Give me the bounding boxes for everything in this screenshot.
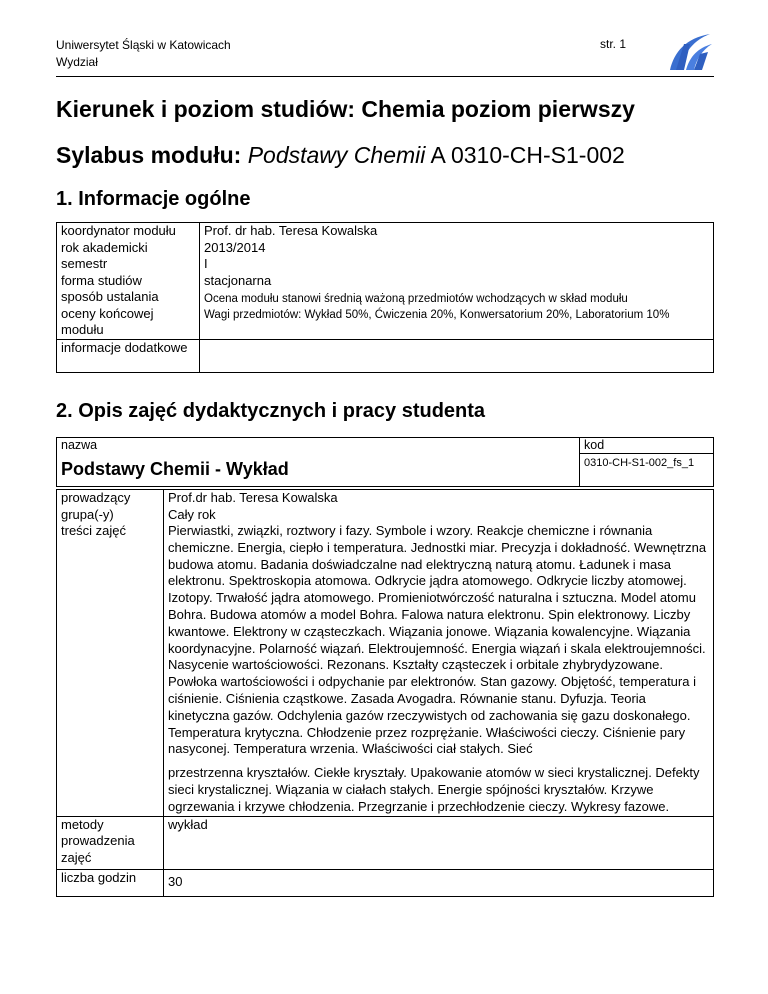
label-hours: liczba godzin xyxy=(57,869,164,896)
label-methods: metody prowadzenia zajęć xyxy=(57,816,164,869)
table-row xyxy=(57,490,714,507)
value-content xyxy=(164,523,714,816)
table-row xyxy=(57,223,714,240)
value-hours: 30 xyxy=(164,869,714,896)
table-row xyxy=(57,816,714,869)
table-row xyxy=(57,240,714,257)
table-row xyxy=(57,438,714,454)
module-name: Podstawy Chemii xyxy=(247,142,426,168)
grading-line1: Ocena modułu stanowi średnią ważoną przedmiotów wchodzących w skład modułu xyxy=(204,293,628,305)
label-group: grupa(-y) xyxy=(57,507,164,524)
table-row xyxy=(57,289,714,340)
value-academic-year: 2013/2014 xyxy=(200,240,714,257)
module-code: A 0310-CH-S1-002 xyxy=(430,142,625,168)
value-lecturer: Prof.dr hab. Teresa Kowalska xyxy=(164,490,714,507)
section1-heading: 1. Informacje ogólne xyxy=(56,188,251,210)
value-semester: I xyxy=(200,256,714,273)
label-semester: semestr xyxy=(57,256,200,273)
table-row xyxy=(57,507,714,524)
kod-label: kod xyxy=(580,438,714,454)
syllabus-label: Sylabus modułu: xyxy=(56,142,242,168)
label-study-form: forma studiów xyxy=(57,273,200,290)
label-grading: sposób ustalania oceny końcowej modułu xyxy=(57,289,200,340)
label-academic-year: rok akademicki xyxy=(57,240,200,257)
label-additional-info: informacje dodatkowe xyxy=(57,340,200,373)
value-additional-info xyxy=(200,340,714,373)
label-lecturer: prowadzący xyxy=(57,490,164,507)
page-title: Kierunek i poziom studiów: Chemia poziom pierwszy xyxy=(56,96,635,122)
value-group: Cały rok xyxy=(164,507,714,524)
label-coordinator: koordynator modułu xyxy=(57,223,200,240)
page-number: str. 1 xyxy=(600,37,627,51)
university-logo-icon xyxy=(664,30,716,76)
course-details-table xyxy=(56,489,714,897)
course-header-table xyxy=(56,437,714,487)
value-coordinator: Prof. dr hab. Teresa Kowalska xyxy=(200,223,714,240)
value-grading xyxy=(200,289,714,340)
header-left xyxy=(56,37,231,71)
table-row xyxy=(57,869,714,896)
table-row xyxy=(57,273,714,290)
course-name: Podstawy Chemii - Wykład xyxy=(57,454,580,487)
nazwa-label: nazwa xyxy=(57,438,580,454)
general-info-table xyxy=(56,222,714,373)
course-code: 0310-CH-S1-002_fs_1 xyxy=(580,454,714,487)
grading-line2: Wagi przedmiotów: Wykład 50%, Ćwiczenia 20%, Konwersatorium 20%, Laboratorium 10% xyxy=(204,309,670,321)
university-name: Uniwersytet Śląski w Katowicach xyxy=(56,38,231,52)
label-content: treści zajęć xyxy=(57,523,164,816)
table-row xyxy=(57,256,714,273)
table-row xyxy=(57,340,714,373)
header-rule xyxy=(56,76,714,77)
syllabus-title xyxy=(56,142,625,169)
content-text-part2: przestrzenna kryształów. Ciekłe kryształy. Upakowanie atomów w sieci krystalicznej. Defekty sieci krystalicznej. Wiązania w ciałach stałych. Energie spójności kryształów. Krzywe ogrzewania i krzywe chłodzenia. Przegrzanie i przechłodzenie cieczy. Wykresy fazowe. xyxy=(168,765,700,814)
faculty-name: Wydział xyxy=(56,55,98,69)
value-study-form: stacjonarna xyxy=(200,273,714,290)
value-methods: wykład xyxy=(164,816,714,869)
section2-heading: 2. Opis zajęć dydaktycznych i pracy studenta xyxy=(56,400,486,422)
table-row xyxy=(57,523,714,816)
table-row xyxy=(57,454,714,487)
content-text-part1: Pierwiastki, związki, roztwory i fazy. Symbole i wzory. Reakcje chemiczne i równania chemiczne. Energia, ciepło i temperatura. Jednostki miar. Precyzja i dokładność. Wewnętrzna budowa atomu. Badania doświadczalne nad elektryczną naturą atomu. Ładunek i masa elektronu. Spektroskopia atomowa. Odkrycie jądra atomowego. Odkrycie liczby atomowej. Izotopy. Trwałość jądra atomowego. Promieniotwórczość naturalna i sztuczna. Model atomu Bohra. Budowa atomów a model Bohra. Falowa natura elektronu. Spin elektronowy. Liczby kwantowe. Elektrony w cząsteczkach. Wiązania jonowe. Wiązania kowalencyjne. Wiązania koordynacyjne. Polarność wiązań. Elektroujemność. Energia wiązań i skala elektroujemności. Nasycenie wartościowości. Rezonans. Kształty cząsteczek i orbitale zhybrydyzowane. Powłoka wartościowości i odpychanie par elektronów. Stan gazowy. Objętość, temperatura i ciśnienie. Ciśnienia cząstkowe. Zasada Avogadra. Równanie stanu. Dyfuzja. Teoria kinetyczna gazów. Odchylenia gazów rzeczywistych od zachowania się gazu doskonałego. Temperatura krytyczna. Chłodzenie przez rozprężanie. Właściwości cieczy. Ciśnienie pary nasyconej. Temperatura wrzenia. Właściwości ciał stałych. Sieć xyxy=(168,523,707,757)
